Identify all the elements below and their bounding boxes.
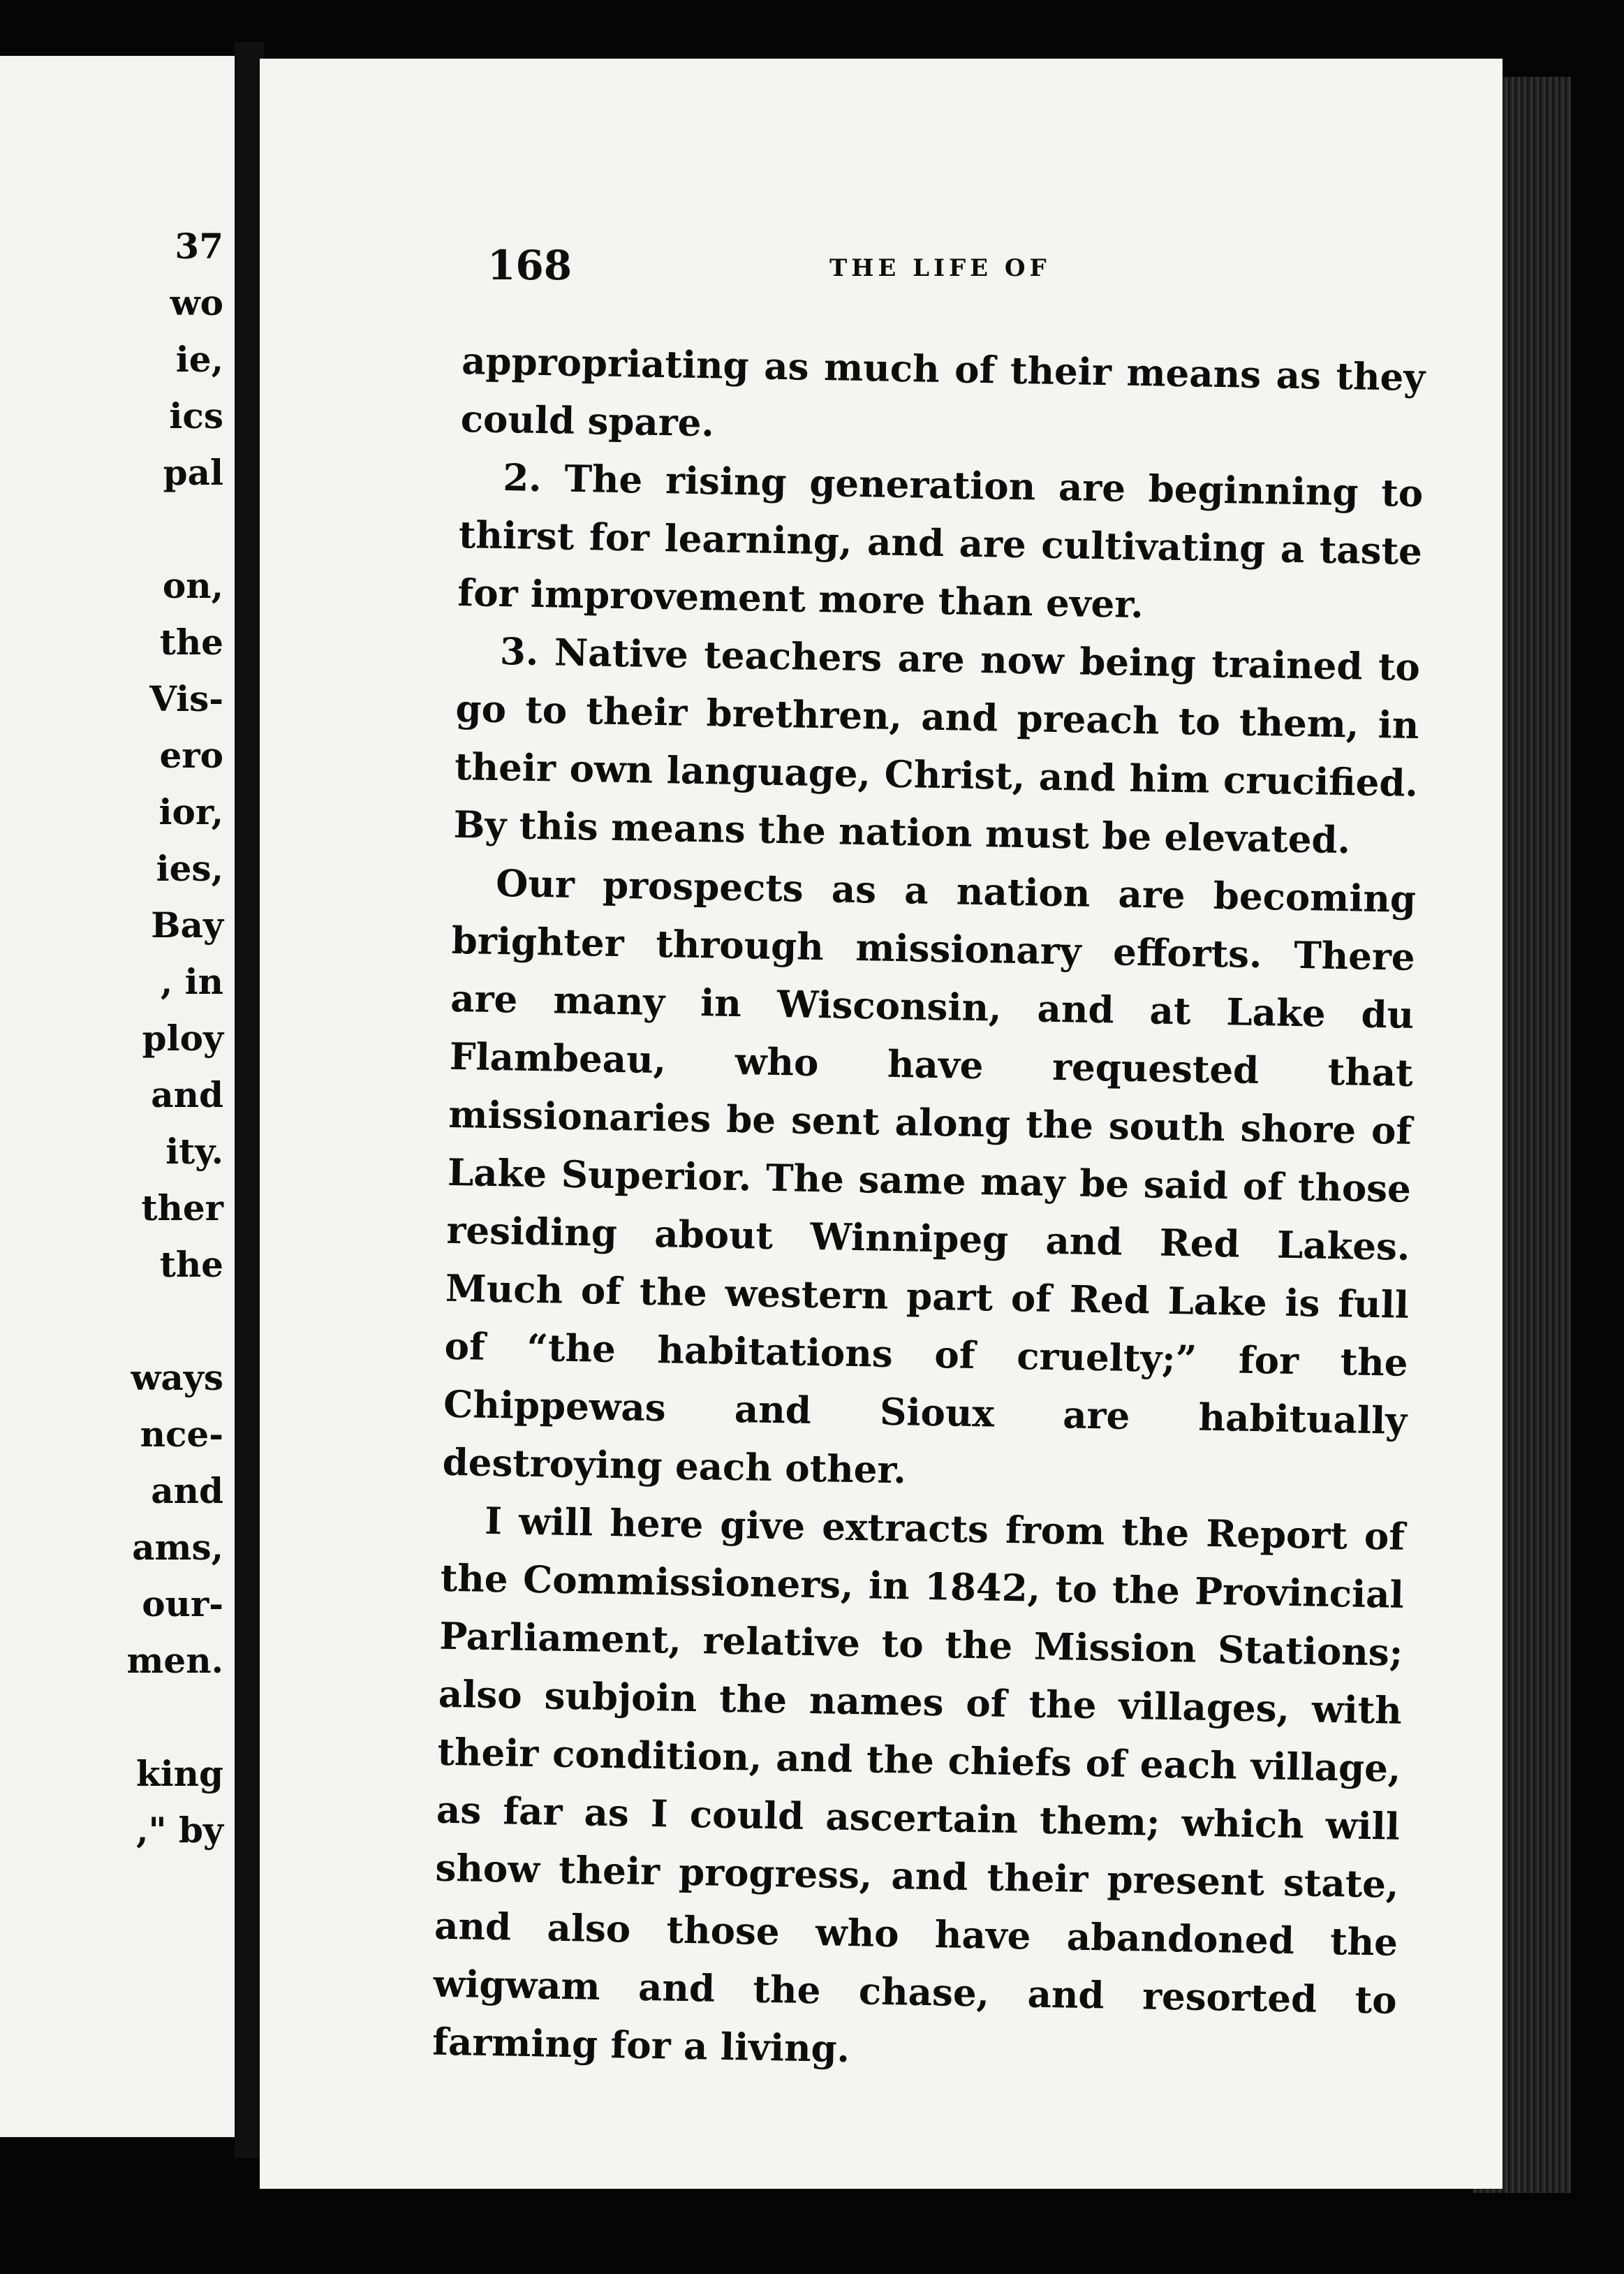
left-line: ," by: [136, 1810, 223, 1851]
left-line: [127, 1293, 223, 1349]
left-line: ero: [159, 735, 223, 776]
left-line: ther: [141, 1187, 223, 1228]
left-line: our-: [142, 1583, 223, 1624]
running-title: THE LIFE OF: [829, 254, 1051, 282]
left-page-text: [127, 218, 223, 1858]
left-line: men.: [126, 1640, 223, 1681]
left-line: ies,: [156, 848, 223, 889]
left-line: ams,: [132, 1527, 223, 1568]
left-line: and: [151, 1074, 223, 1115]
body-text: [432, 332, 1426, 2088]
left-line: nce-: [140, 1414, 223, 1455]
left-line: 37: [175, 226, 223, 267]
left-line: ie,: [175, 339, 223, 380]
left-line: ics: [169, 395, 223, 437]
page-number: 168: [487, 242, 573, 289]
left-line: , in: [160, 961, 223, 1002]
left-line: Bay: [151, 904, 223, 946]
left-line: the: [159, 1244, 223, 1285]
left-line: [127, 501, 223, 557]
paragraph-point-3: 3. Native teachers are now being trained to go to their brethren, and preach to them, in their own language, Christ, and him crucified. By this means the nation must be elevated.: [453, 630, 1421, 863]
left-line: [127, 1689, 223, 1745]
running-head: [487, 242, 1503, 305]
left-line: on,: [162, 565, 223, 606]
left-line: ploy: [142, 1018, 223, 1059]
paragraph-extracts: I will here give extracts from the Report of the Commissioners, in 1842, to the Provincial Parliament, relative to the Mission Stations; also subjoin the names of the villages, with their condition, and the chiefs of each village, as far as I could ascertain them; which will show their progress, and their present state, and also those who have abandoned the wigwam and the chase, and resorted to farming for a living.: [431, 1499, 1405, 2071]
paragraph-continuation: appropriating as much of their means as they could spare.: [460, 339, 1426, 446]
paragraph-prospects: Our prospects as a nation are becoming brighter through missionary efforts. There are many in Wisconsin, and at Lake du Flambeau, who have requested that missionaries be sent along the south shore of Lake Superior. The same may be said of those residing about Winnipeg and Red Lakes. Much of the western part of Red Lake is full of “the habitations of cruelty;” for the Chippewas and Sioux are habitually destroying each other.: [442, 861, 1417, 1492]
left-line: and: [151, 1470, 223, 1511]
left-line: pal: [163, 452, 223, 493]
left-line: wo: [170, 282, 223, 323]
left-line: Vis-: [149, 678, 223, 719]
left-line: king: [136, 1753, 223, 1794]
left-page: [0, 56, 236, 2137]
left-line: ways: [131, 1357, 223, 1398]
left-line: ity.: [165, 1131, 223, 1172]
left-line: ior,: [158, 791, 223, 832]
left-line: the: [159, 622, 223, 663]
paragraph-point-2: 2. The rising generation are beginning to thirst for learning, and are cultivating a taste for improvement more than ever.: [457, 456, 1424, 627]
right-page: [260, 59, 1503, 2189]
